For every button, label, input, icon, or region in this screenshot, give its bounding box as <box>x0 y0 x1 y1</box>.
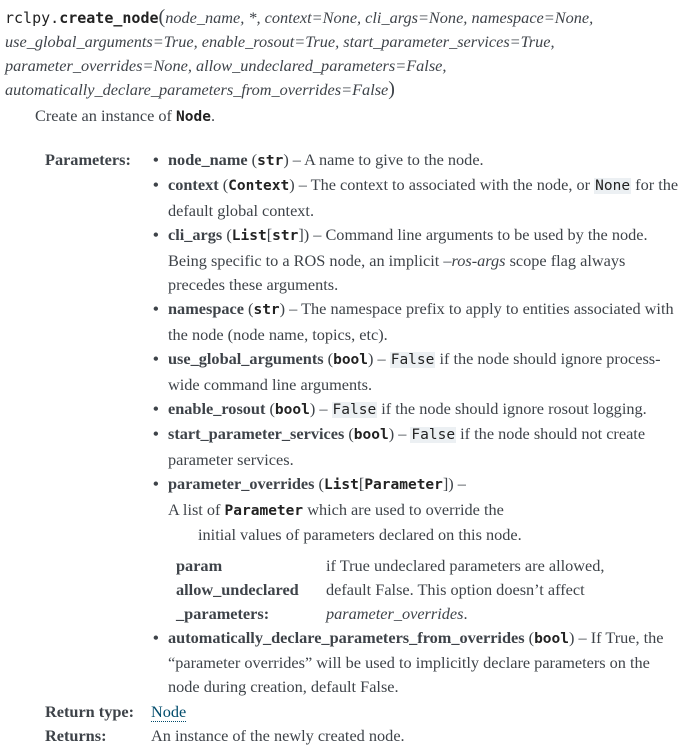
field-list <box>45 148 688 749</box>
signature-args: node_name, *, context=None, cli_args=None, namespace=None, use_global_arguments=True, enable_rosout=True, start_parameter_services=True, parameter_overrides=None, allow_undeclared_parameters=False, automatically_declare_parameters_from_overrides=False <box>5 8 594 99</box>
param-item: • use_global_arguments (bool) – False if the node should ignore process-wide command line arguments. <box>153 347 683 397</box>
sub-field-list: param if True undeclared parameters are allowed, allow_undeclared default False. This option doesn’t affect _parameters: parameter_overrides. <box>176 555 605 623</box>
returns-label: Returns: <box>45 726 107 746</box>
function-signature: rclpy.create_node(node_name, *, context=None, cli_args=None, namespace=None, use_global_arguments=True, enable_rosout=True, start_parameter_services=True, parameter_overrides=None, allow_undeclared_parameters=False, automatically_declare_parameters_from_overrides=False) <box>5 6 594 100</box>
param-item: • namespace (str) – The namespace prefix to apply to entities associated with the node (node name, topics, etc). <box>153 297 683 347</box>
param-item: • start_parameter_services (bool) – False if the node should not create parameter services. <box>153 422 683 472</box>
returns-description: An instance of the newly created node. <box>151 726 405 746</box>
parameter-list <box>151 148 683 700</box>
return-type-label: Return type: <box>45 701 135 721</box>
description: Create an instance of Node. <box>35 106 216 125</box>
function-name: create_node <box>59 9 159 27</box>
param-item: • enable_rosout (bool) – False if the node should ignore rosout logging. <box>153 397 683 422</box>
param-item: • automatically_declare_parameters_from_overrides (bool) – If True, the “parameter overrides” will be used to implicitly declare parameters on the node during creation, default False. <box>153 626 683 700</box>
parameters-label: Parameters: <box>45 150 131 169</box>
param-item: • node_name (str) – A name to give to the node. <box>153 148 683 173</box>
param-item: • context (Context) – The context to associated with the node, or None for the default global context. <box>153 173 683 223</box>
param-item: • cli_args (List[str]) – Command line arguments to be used by the node. Being specific to a ROS node, an implicit –ros-args scope flag always precedes these arguments. <box>153 223 683 297</box>
node-type-link[interactable]: Node <box>151 701 187 721</box>
param-item: • parameter_overrides (List[Parameter]) – A list of Parameter which are used to override the initial values of parameters declared on this node. param if True undeclared parameters are allowed, allow_undeclared default False. This option doesn’t affect _parameters: parameter_overrides. <box>153 472 683 625</box>
